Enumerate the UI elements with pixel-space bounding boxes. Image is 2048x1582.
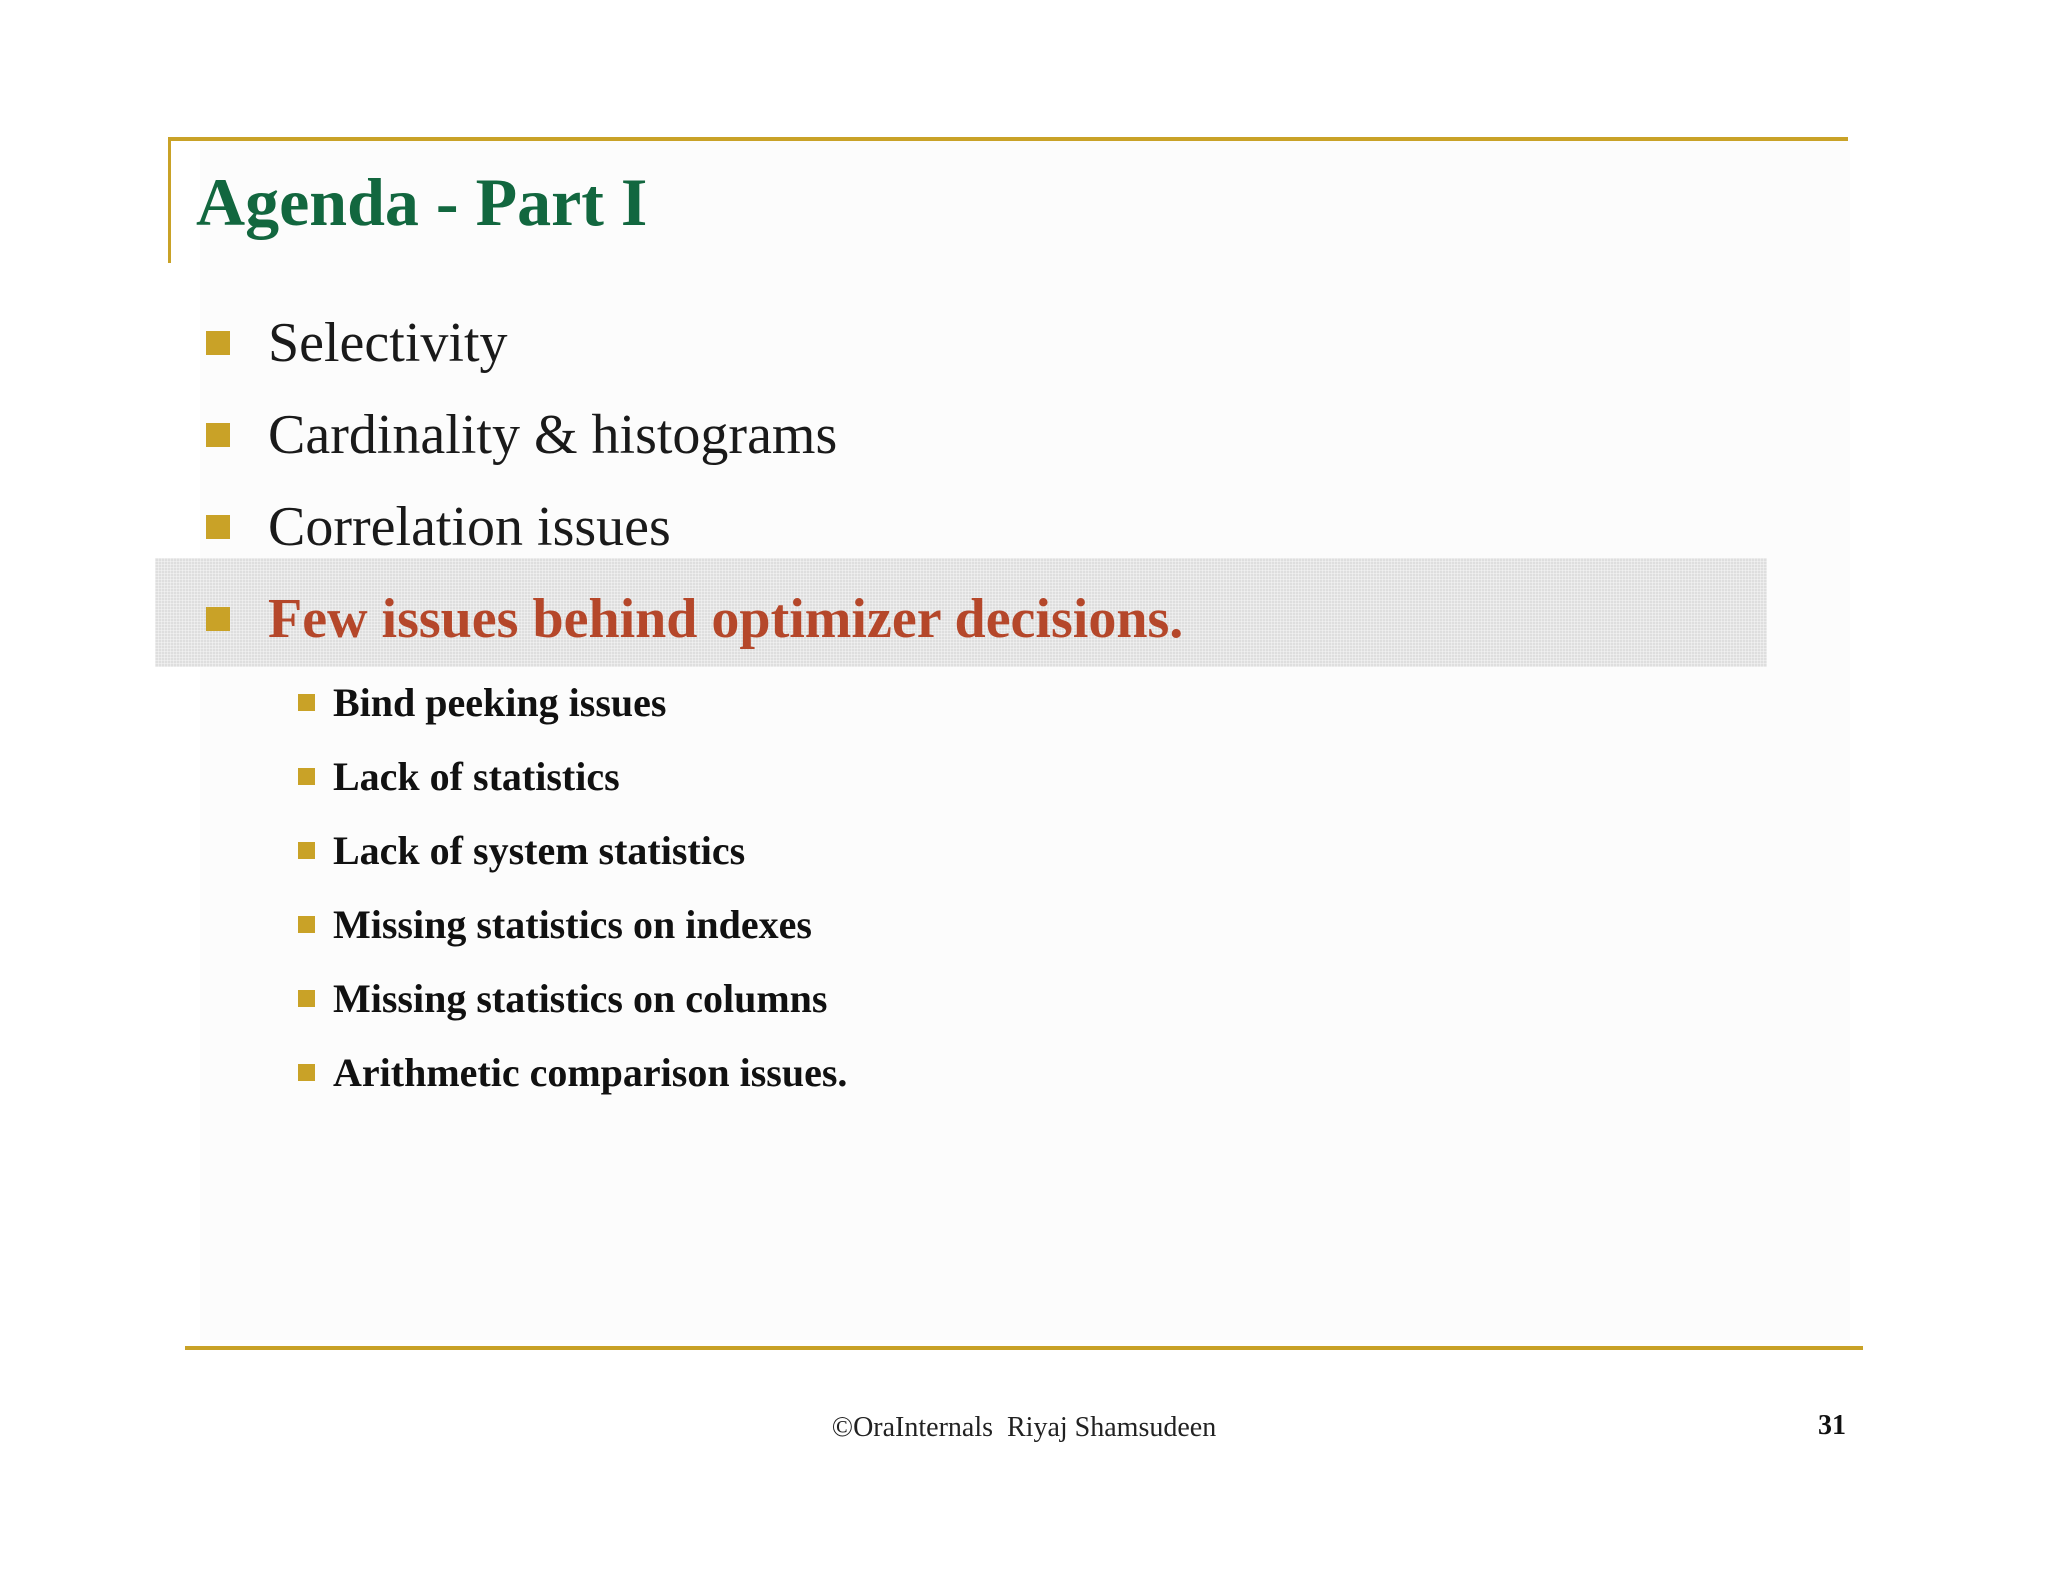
title-left-rule bbox=[168, 137, 171, 263]
agenda-sub-item bbox=[298, 746, 620, 806]
agenda-item-label: Correlation issues bbox=[268, 496, 671, 558]
agenda-sub-item bbox=[298, 894, 812, 954]
square-bullet-icon bbox=[298, 990, 315, 1007]
square-bullet-icon bbox=[298, 1064, 315, 1081]
square-bullet-icon bbox=[298, 916, 315, 933]
agenda-item bbox=[206, 303, 508, 383]
agenda-sub-item bbox=[298, 1042, 847, 1102]
square-bullet-icon bbox=[206, 515, 230, 539]
square-bullet-icon bbox=[206, 423, 230, 447]
footer-rule bbox=[185, 1346, 1863, 1350]
square-bullet-icon bbox=[206, 331, 230, 355]
agenda-sub-item bbox=[298, 820, 745, 880]
agenda-item bbox=[206, 487, 671, 567]
square-bullet-icon bbox=[298, 842, 315, 859]
agenda-item-label: Selectivity bbox=[268, 312, 508, 374]
square-bullet-icon bbox=[298, 694, 315, 711]
agenda-item bbox=[206, 395, 837, 475]
agenda-item-label: Cardinality & histograms bbox=[268, 404, 838, 466]
slide-title: Agenda - Part I bbox=[196, 164, 648, 240]
agenda-item-label: Few issues behind optimizer decisions. bbox=[268, 588, 1184, 650]
footer-credit: ©OraInternals Riyaj Shamsudeen bbox=[831, 1412, 1217, 1443]
agenda-sub-item-label: Arithmetic comparison issues. bbox=[333, 1049, 848, 1095]
square-bullet-icon bbox=[298, 768, 315, 785]
agenda-sub-item-label: Bind peeking issues bbox=[333, 679, 667, 725]
agenda-sub-item-label: Lack of system statistics bbox=[333, 827, 746, 873]
title-top-rule bbox=[168, 137, 1848, 141]
agenda-item-active bbox=[206, 579, 1183, 659]
agenda-sub-item bbox=[298, 968, 828, 1028]
agenda-sub-item-label: Missing statistics on columns bbox=[333, 975, 828, 1021]
agenda-sub-item bbox=[298, 672, 666, 732]
agenda-sub-item-label: Lack of statistics bbox=[333, 753, 620, 799]
agenda-sub-item-label: Missing statistics on indexes bbox=[333, 901, 812, 947]
square-bullet-icon bbox=[206, 607, 230, 631]
page-number: 31 bbox=[1818, 1410, 1846, 1441]
